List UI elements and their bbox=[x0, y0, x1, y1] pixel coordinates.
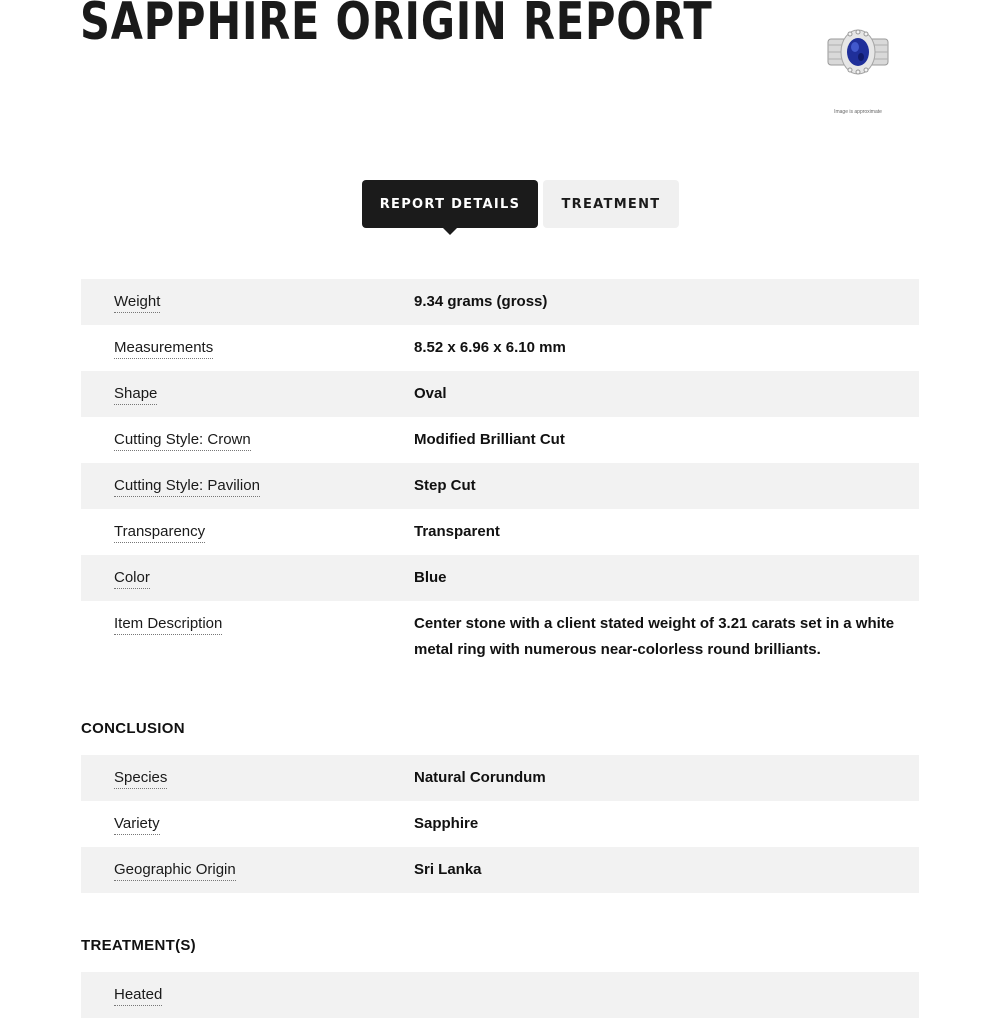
tab-treatment[interactable]: TREATMENT bbox=[543, 180, 679, 228]
table-row bbox=[81, 463, 919, 509]
row-value: Modified Brilliant Cut bbox=[414, 431, 565, 448]
row-value: Natural Corundum bbox=[414, 769, 546, 786]
row-value: Step Cut bbox=[414, 477, 476, 494]
table-row bbox=[81, 325, 919, 371]
treatments-table bbox=[81, 972, 919, 1018]
row-label[interactable]: Species bbox=[114, 769, 167, 789]
row-label[interactable]: Shape bbox=[114, 385, 157, 405]
table-row bbox=[81, 279, 919, 325]
row-value: Oval bbox=[414, 385, 447, 402]
row-label[interactable]: Cutting Style: Crown bbox=[114, 431, 251, 451]
conclusion-heading: CONCLUSION bbox=[81, 720, 185, 737]
row-label[interactable]: Variety bbox=[114, 815, 160, 835]
row-value: Center stone with a client stated weight of 3.21 carats set in a white metal ring with numerous near-colorless round brilliants. bbox=[414, 615, 895, 658]
row-value: Blue bbox=[414, 569, 447, 586]
sapphire-ring-icon bbox=[826, 26, 890, 78]
row-label[interactable]: Weight bbox=[114, 293, 160, 313]
row-label[interactable]: Cutting Style: Pavilion bbox=[114, 477, 260, 497]
table-row bbox=[81, 847, 919, 893]
row-label[interactable]: Heated bbox=[114, 986, 162, 1006]
report-details-table bbox=[81, 279, 919, 681]
row-value: 8.52 x 6.96 x 6.10 mm bbox=[414, 339, 566, 356]
row-value: Sapphire bbox=[414, 815, 479, 832]
table-row bbox=[81, 371, 919, 417]
treatments-heading: TREATMENT(S) bbox=[81, 937, 196, 954]
table-row bbox=[81, 509, 919, 555]
row-label[interactable]: Item Description bbox=[114, 615, 222, 635]
table-row bbox=[81, 801, 919, 847]
row-value: Transparent bbox=[414, 523, 500, 540]
row-label[interactable]: Measurements bbox=[114, 339, 213, 359]
tab-report-details[interactable]: REPORT DETAILS bbox=[362, 180, 538, 228]
table-row bbox=[81, 601, 919, 681]
row-label[interactable]: Transparency bbox=[114, 523, 205, 543]
conclusion-table bbox=[81, 755, 919, 893]
row-label[interactable]: Color bbox=[114, 569, 150, 589]
ring-thumbnail-image[interactable] bbox=[826, 26, 890, 78]
image-caption: Image is approximate bbox=[834, 109, 882, 115]
table-row bbox=[81, 417, 919, 463]
row-label[interactable]: Geographic Origin bbox=[114, 861, 236, 881]
page-title: SAPPHIRE ORIGIN REPORT bbox=[80, 0, 713, 52]
table-row bbox=[81, 555, 919, 601]
table-row bbox=[81, 972, 919, 1018]
row-value: Sri Lanka bbox=[414, 861, 482, 878]
row-value: 9.34 grams (gross) bbox=[414, 293, 548, 310]
table-row bbox=[81, 755, 919, 801]
